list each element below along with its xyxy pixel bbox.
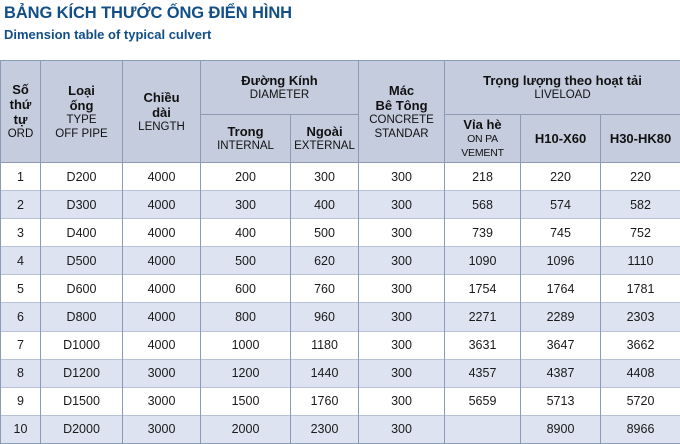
cell-h30: 752: [601, 219, 680, 247]
cell-h10: 1764: [521, 275, 601, 303]
cell-external: 760: [291, 275, 359, 303]
column-header-type: [41, 61, 123, 163]
header-h30-label: H30-HK80: [601, 131, 680, 146]
cell-length: 4000: [123, 219, 201, 247]
column-header-ord: [1, 61, 41, 163]
cell-external: 1760: [291, 387, 359, 415]
table-row: [1, 191, 680, 219]
header-liveload-vn: Trọng lượng theo hoạt tải: [445, 73, 680, 88]
cell-internal: 800: [201, 303, 291, 331]
cell-external: 500: [291, 219, 359, 247]
column-group-header-diameter: [201, 61, 359, 115]
cell-ord: 7: [1, 331, 41, 359]
cell-concrete: 300: [359, 387, 445, 415]
cell-pavement: 4357: [445, 359, 521, 387]
column-header-h10: [521, 115, 601, 163]
title-block: [0, 0, 680, 60]
table-row: [1, 415, 680, 443]
dimension-table: [0, 60, 680, 444]
cell-internal: 300: [201, 191, 291, 219]
header-concrete-vn-2: Bê Tông: [359, 98, 444, 113]
cell-h10: 2289: [521, 303, 601, 331]
header-type-vn-2: ống: [41, 98, 122, 113]
cell-h30: 2303: [601, 303, 680, 331]
column-header-concrete: [359, 61, 445, 163]
cell-internal: 200: [201, 163, 291, 191]
table-row: [1, 275, 680, 303]
cell-concrete: 300: [359, 359, 445, 387]
cell-h10: 745: [521, 219, 601, 247]
cell-h30: 582: [601, 191, 680, 219]
cell-external: 960: [291, 303, 359, 331]
header-concrete-en-2: STANDAR: [359, 127, 444, 141]
cell-pavement: 3631: [445, 331, 521, 359]
header-liveload-en: LIVELOAD: [445, 88, 680, 102]
cell-length: 4000: [123, 275, 201, 303]
cell-length: 4000: [123, 331, 201, 359]
cell-type: D1000: [41, 331, 123, 359]
cell-concrete: 300: [359, 163, 445, 191]
column-header-length: [123, 61, 201, 163]
column-header-h30: [601, 115, 680, 163]
header-ord-vn-3: tự: [1, 112, 40, 127]
cell-pavement: 739: [445, 219, 521, 247]
header-pavement-vn: Vỉa hè: [445, 117, 520, 132]
cell-length: 3000: [123, 415, 201, 443]
cell-external: 1180: [291, 331, 359, 359]
cell-h10: 4387: [521, 359, 601, 387]
cell-internal: 2000: [201, 415, 291, 443]
cell-type: D2000: [41, 415, 123, 443]
cell-h30: 1110: [601, 247, 680, 275]
cell-length: 4000: [123, 191, 201, 219]
header-type-en-1: TYPE: [41, 113, 122, 127]
cell-pavement: 568: [445, 191, 521, 219]
cell-pavement: [445, 415, 521, 443]
cell-h30: 1781: [601, 275, 680, 303]
cell-pavement: 2271: [445, 303, 521, 331]
cell-type: D1200: [41, 359, 123, 387]
table-row: [1, 163, 680, 191]
cell-external: 1440: [291, 359, 359, 387]
cell-type: D400: [41, 219, 123, 247]
column-group-header-liveload: [445, 61, 680, 115]
column-header-external: [291, 115, 359, 163]
table-body: [1, 163, 680, 444]
cell-h10: 3647: [521, 331, 601, 359]
cell-h30: 220: [601, 163, 680, 191]
header-diameter-en: DIAMETER: [201, 88, 358, 102]
header-external-en: EXTERNAL: [291, 139, 358, 153]
cell-ord: 9: [1, 387, 41, 415]
cell-ord: 1: [1, 163, 41, 191]
header-internal-en: INTERNAL: [201, 139, 290, 153]
cell-h10: 574: [521, 191, 601, 219]
header-length-vn-1: Chiều: [123, 90, 200, 105]
cell-pavement: 1754: [445, 275, 521, 303]
cell-concrete: 300: [359, 219, 445, 247]
cell-external: 400: [291, 191, 359, 219]
cell-length: 4000: [123, 163, 201, 191]
header-ord-vn-1: Số: [1, 82, 40, 97]
page-title: BẢNG KÍCH THƯỚC ỐNG ĐIỂN HÌNH: [4, 3, 676, 23]
header-ord-en: ORD: [1, 127, 40, 141]
cell-concrete: 300: [359, 247, 445, 275]
header-ord-vn-2: thứ: [1, 97, 40, 112]
cell-h10: 220: [521, 163, 601, 191]
cell-length: 4000: [123, 247, 201, 275]
column-header-pavement: [445, 115, 521, 163]
cell-h30: 8966: [601, 415, 680, 443]
cell-ord: 5: [1, 275, 41, 303]
header-type-en-2: OFF PIPE: [41, 127, 122, 141]
table-row: [1, 359, 680, 387]
cell-h30: 4408: [601, 359, 680, 387]
header-h10-label: H10-X60: [521, 131, 600, 146]
cell-length: 3000: [123, 359, 201, 387]
cell-length: 3000: [123, 387, 201, 415]
cell-pavement: 218: [445, 163, 521, 191]
header-type-vn-1: Loại: [41, 83, 122, 98]
table-row: [1, 331, 680, 359]
cell-h30: 5720: [601, 387, 680, 415]
table-row: [1, 247, 680, 275]
cell-ord: 3: [1, 219, 41, 247]
cell-h30: 3662: [601, 331, 680, 359]
cell-type: D1500: [41, 387, 123, 415]
cell-length: 4000: [123, 303, 201, 331]
cell-type: D600: [41, 275, 123, 303]
table-header: [1, 61, 680, 163]
table-row: [1, 219, 680, 247]
cell-h10: 8900: [521, 415, 601, 443]
cell-pavement: 5659: [445, 387, 521, 415]
header-concrete-vn-1: Mác: [359, 83, 444, 98]
cell-type: D200: [41, 163, 123, 191]
cell-external: 620: [291, 247, 359, 275]
table-row: [1, 303, 680, 331]
column-header-internal: [201, 115, 291, 163]
cell-type: D800: [41, 303, 123, 331]
header-pavement-en: ON PA VEMENT: [445, 132, 520, 160]
cell-ord: 10: [1, 415, 41, 443]
cell-concrete: 300: [359, 191, 445, 219]
cell-type: D300: [41, 191, 123, 219]
header-length-vn-2: dài: [123, 105, 200, 120]
header-row-top: [1, 61, 680, 115]
cell-ord: 2: [1, 191, 41, 219]
header-external-vn: Ngoài: [291, 124, 358, 139]
cell-ord: 4: [1, 247, 41, 275]
cell-internal: 400: [201, 219, 291, 247]
cell-concrete: 300: [359, 303, 445, 331]
cell-ord: 6: [1, 303, 41, 331]
cell-pavement: 1090: [445, 247, 521, 275]
cell-external: 300: [291, 163, 359, 191]
table-row: [1, 387, 680, 415]
cell-ord: 8: [1, 359, 41, 387]
cell-concrete: 300: [359, 415, 445, 443]
cell-internal: 500: [201, 247, 291, 275]
cell-internal: 1500: [201, 387, 291, 415]
header-length-en: LENGTH: [123, 120, 200, 134]
page-subtitle: Dimension table of typical culvert: [4, 26, 676, 43]
header-diameter-vn: Đường Kính: [201, 73, 358, 88]
header-internal-vn: Trong: [201, 124, 290, 139]
cell-h10: 1096: [521, 247, 601, 275]
cell-h10: 5713: [521, 387, 601, 415]
header-concrete-en-1: CONCRETE: [359, 113, 444, 127]
cell-internal: 600: [201, 275, 291, 303]
cell-external: 2300: [291, 415, 359, 443]
cell-type: D500: [41, 247, 123, 275]
cell-internal: 1200: [201, 359, 291, 387]
cell-internal: 1000: [201, 331, 291, 359]
cell-concrete: 300: [359, 331, 445, 359]
cell-concrete: 300: [359, 275, 445, 303]
